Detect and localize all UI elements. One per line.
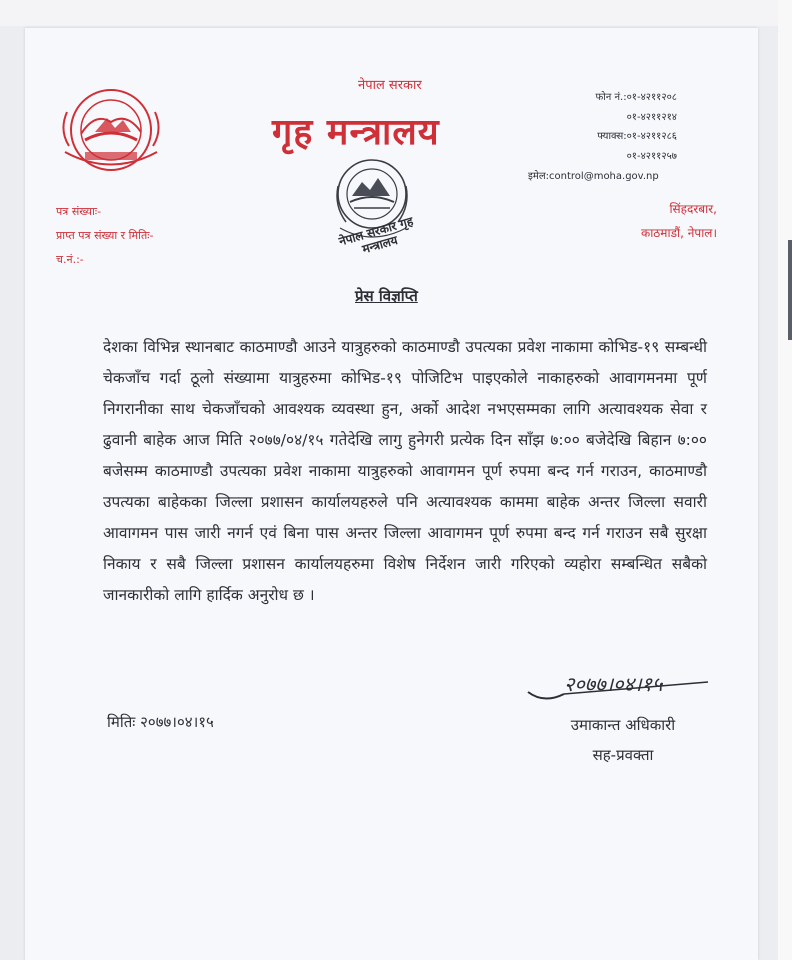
signer-title: सह-प्रवक्ता — [592, 746, 654, 764]
email-address[interactable]: इमेल:control@moha.gov.np — [528, 171, 659, 182]
received-letter-label: प्राप्त पत्र संख्या र मितिः- — [56, 229, 154, 242]
signer-block — [555, 710, 691, 770]
edge-bar — [788, 240, 792, 340]
dispatch-number-label: च.नं.:- — [56, 253, 84, 266]
emblem-caption: नेपाल सरकार गृह मन्त्रालय — [337, 214, 415, 257]
letter-number-label: पत्र संख्याः- — [56, 205, 102, 218]
signature — [528, 670, 663, 697]
signature-date: २०७७।०४।१५ — [564, 672, 663, 696]
issue-date: मितिः २०७७।०४।१५ — [107, 713, 214, 731]
reference-block — [56, 200, 153, 272]
signer-name: उमाकान्त अधिकारी — [570, 716, 676, 734]
contact-row-fax: फ्याक्स: ०१-४२११२८६ — [597, 131, 677, 142]
ministry-title: गृह मन्त्रालय — [272, 112, 440, 153]
address-line-1: सिंहदरबार, — [669, 202, 717, 216]
contact-block — [547, 88, 677, 166]
press-release-body: देशका विभिन्न स्थानबाट काठमाण्डौ आउने यात्रुहरुको काठमाण्डौ उपत्यका प्रवेश नाकामा कोभिड-१९ सम्बन्धी चेकजाँच गर्दा ठूलो संख्यामा यात्रुहरुमा कोभिड-१९ पोजिटिभ पाइएकोले नाकाहरुको आवागमनमा पूर्ण निगरानीका साथ चेकजाँचको आवश्यक व्यवस्था हुन, अर्को आदेश नभएसम्मका लागि अत्यावश्यक सेवा र ढुवानी बाहेक आज मिति २०७७/०४/१५ गतेदेखि लागु हुनेगरी प्रत्येक दिन साँझ ७:०० बजेदेखि बिहान ७:०० बजेसम्म काठमाण्डौ उपत्यका प्रवेश नाकामा यात्रुहरुको आवागमन पूर्ण रुपमा बन्द गर्न गराउन, काठमाण्डौ उपत्यका बाहेकका जिल्ला प्रशासन कार्यालयहरुले पनि अत्यावश्यक काममा बाहेक अन्तर जिल्ला सवारी आवागमन पास जारी नगर्न एवं बिना पास अन्तर जिल्ला आवागमन पूर्ण रुपमा बन्द गर्न गराउन सबै सुरक्षा निकाय र सबै जिल्ला प्रशासन कार्यालयहरुमा विशेष निर्देशन जारी गरिएको व्यहोरा सम्बन्धित सबैको जानकारीको लागि हार्दिक अनुरोध छ । — [103, 338, 707, 604]
contact-row-phone: फोन नं.: ०१-४२११२०८ — [595, 92, 677, 103]
press-release-title: प्रेस विज्ञप्ति — [355, 287, 418, 305]
contact-row-fax-2: ०१-४२११२५७ — [626, 150, 677, 162]
address-line-2: काठमाडौं, नेपाल। — [640, 226, 717, 240]
top-strip — [0, 0, 792, 26]
contact-row-phone-2: ०१-४२११२१४ — [626, 111, 677, 123]
ministry-logo-icon — [55, 82, 167, 182]
page-edge — [778, 0, 792, 960]
government-name: नेपाल सरकार — [358, 78, 422, 93]
office-address — [607, 197, 717, 245]
